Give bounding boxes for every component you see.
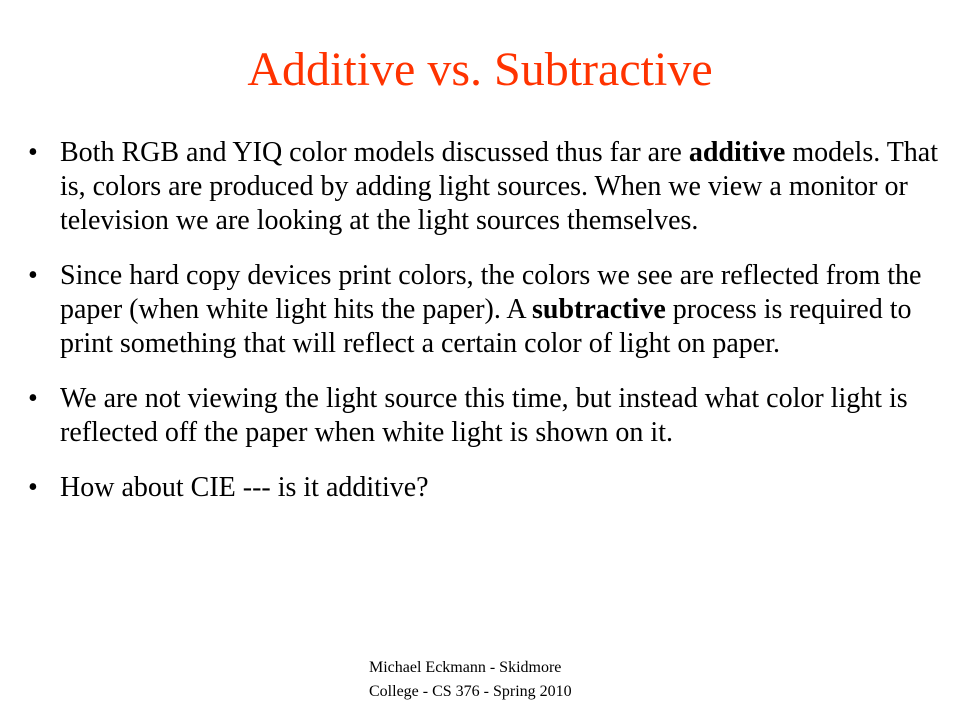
bullet-icon: • [28, 137, 38, 168]
bullet-icon: • [28, 383, 38, 414]
bullet-text: Both RGB and YIQ color models discussed thus far are [60, 137, 689, 168]
footer-author: Michael Eckmann - Skidmore [369, 659, 562, 676]
bullet-list [24, 136, 944, 526]
bullet-text: models. That is, colors are produced by adding light sources. When we view a monitor or television we are looking at the light sources themselves. [60, 137, 939, 236]
bullet-item-additive [24, 136, 944, 238]
bullet-icon: • [28, 260, 38, 291]
bold-term-additive: additive [688, 137, 786, 168]
slide-title: Additive vs. Subtractive [247, 43, 713, 96]
bullet-item-cie-question [24, 471, 944, 505]
footer-course: College - CS 376 - Spring 2010 [369, 683, 572, 700]
bullet-item-subtractive [24, 259, 944, 361]
bullet-icon: • [28, 472, 38, 503]
bullet-text: How about CIE --- is it additive? [60, 472, 429, 503]
bullet-text: We are not viewing the light source this time, but instead what color light is reflected off the paper when white light is shown on it. [60, 383, 908, 448]
slide-footer [369, 656, 649, 704]
bold-term-subtractive: subtractive [532, 294, 666, 325]
bullet-text: process is required to print something that will reflect a certain color of light on paper. [60, 294, 912, 359]
bullet-text: Since hard copy devices print colors, the colors we see are reflected from the paper (when white light hits the paper). A [60, 260, 922, 325]
bullet-item-reflected-light [24, 382, 944, 450]
